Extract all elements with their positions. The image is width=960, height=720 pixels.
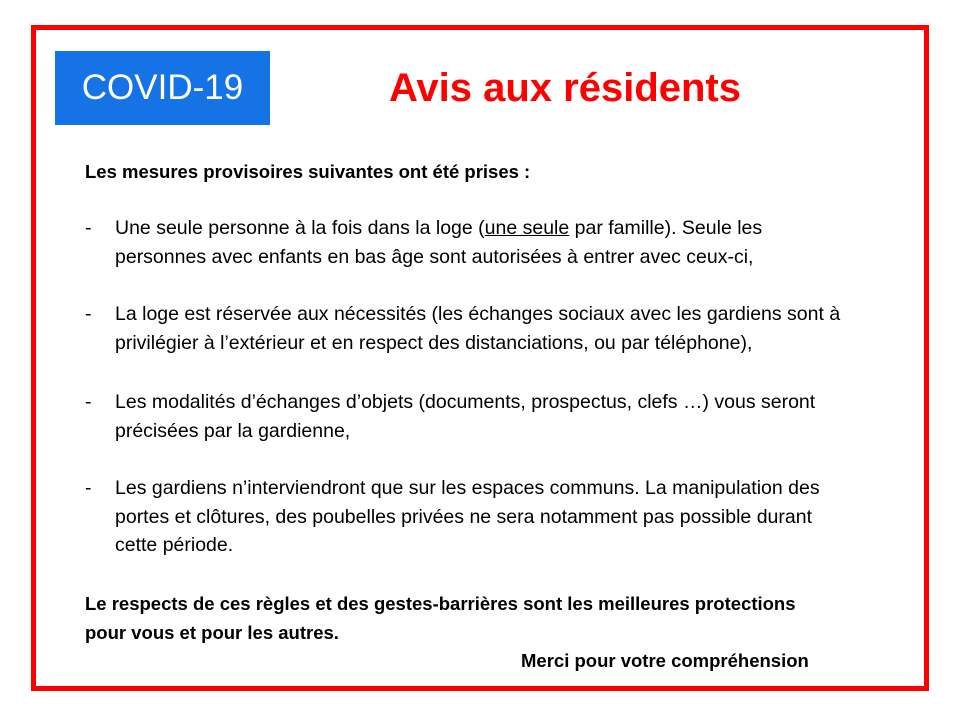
item-line: Une seule personne à la fois dans la loge (une seule par famille). Seule les <box>115 217 763 239</box>
closing-statement <box>85 590 796 647</box>
bullet-dash: - <box>85 477 92 499</box>
item-line: La loge est réservée aux nécessités (les échanges sociaux avec les gardiens sont à <box>115 303 841 325</box>
item-line: Les gardiens n’interviendront que sur les espaces communs. La manipulation des <box>115 477 820 499</box>
underlined-text: une seule <box>484 217 570 239</box>
covid-badge: COVID-19 <box>55 51 270 125</box>
bullet-dash: - <box>85 303 92 325</box>
item-line: portes et clôtures, des poubelles privées ne sera notamment pas possible durant <box>115 505 812 528</box>
intro-text: Les mesures provisoires suivantes ont été prises : <box>85 161 531 182</box>
item-line: précisées par la gardienne, <box>115 419 351 442</box>
item-line: Les modalités d’échanges d’objets (documents, prospectus, clefs …) vous seront <box>115 391 816 413</box>
item-line: personnes avec enfants en bas âge sont autorisées à entrer avec ceux-ci, <box>115 245 754 268</box>
item-line: cette période. <box>115 534 234 556</box>
closing-line: Le respects de ces règles et des gestes-barrières sont les meilleures protections <box>85 593 796 614</box>
bullet-dash: - <box>85 217 92 239</box>
thanks-text: Merci pour votre compréhension <box>521 650 809 671</box>
bullet-dash: - <box>85 391 92 413</box>
notice-title: Avis aux résidents <box>388 66 741 110</box>
closing-line: pour vous et pour les autres. <box>85 621 339 643</box>
item-line: privilégier à l’extérieur et en respect des distanciations, ou par téléphone), <box>115 331 753 354</box>
